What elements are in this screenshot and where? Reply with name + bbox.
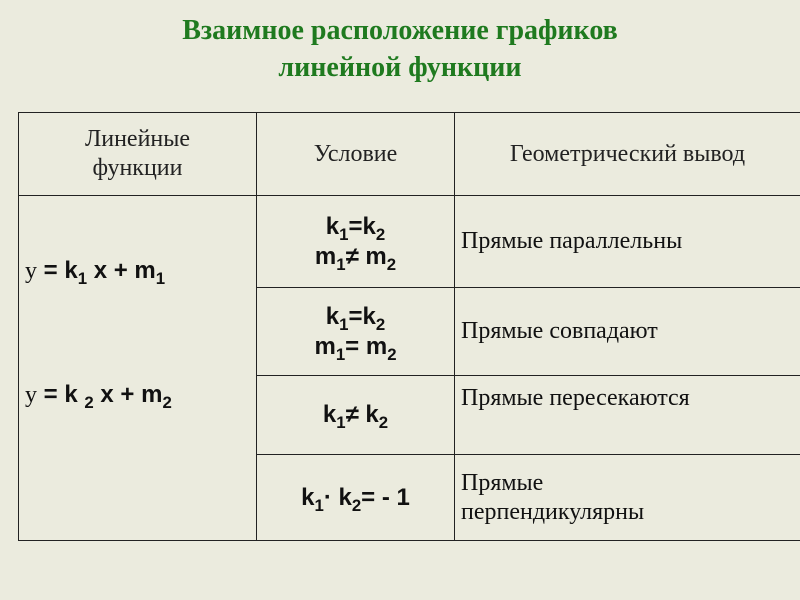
title-line-2: линейной функции <box>278 52 522 83</box>
table-row <box>19 196 800 288</box>
result-coincide: Прямые совпадают <box>455 288 800 376</box>
result-parallel: Прямые параллельны <box>455 196 800 288</box>
result-line: Прямые <box>461 469 544 496</box>
result-line: перпендикулярны <box>461 498 645 525</box>
header-row <box>19 113 800 196</box>
condition-parallel <box>257 196 455 288</box>
condition-coincide <box>257 288 455 376</box>
header-functions-line-2: функции <box>92 155 183 181</box>
condition-line: $k_1=k_2$ <box>325 212 386 244</box>
function-2: y = k $_2$ $x + m_2$ <box>25 381 172 412</box>
condition-line: $m_1= m_2$ <box>314 332 397 364</box>
header-conclusion: Геометрический вывод <box>455 113 800 196</box>
condition-intersect <box>257 376 455 455</box>
result-perpendicular <box>455 455 800 541</box>
header-functions <box>19 113 257 196</box>
condition-line: $k_1=k_2$ <box>325 302 386 334</box>
page-title <box>0 12 800 86</box>
comparison-table <box>18 112 800 541</box>
result-intersect: Прямые пересекаются <box>455 376 800 455</box>
functions-cell <box>19 196 257 541</box>
header-functions-line-1: Линейные <box>84 126 191 152</box>
header-condition: Условие <box>257 113 455 196</box>
condition-line: $k_1\ne k_2$ <box>322 401 389 432</box>
condition-line: $m_1\ne m_2$ <box>314 242 397 274</box>
function-1: $y = k_1$ $x + m_1$ <box>25 257 166 288</box>
condition-line: $k_1\cdot k_2= - 1$ <box>301 483 410 515</box>
condition-perpendicular <box>257 455 455 541</box>
title-line-1: Взаимное расположение графиков <box>182 15 618 46</box>
